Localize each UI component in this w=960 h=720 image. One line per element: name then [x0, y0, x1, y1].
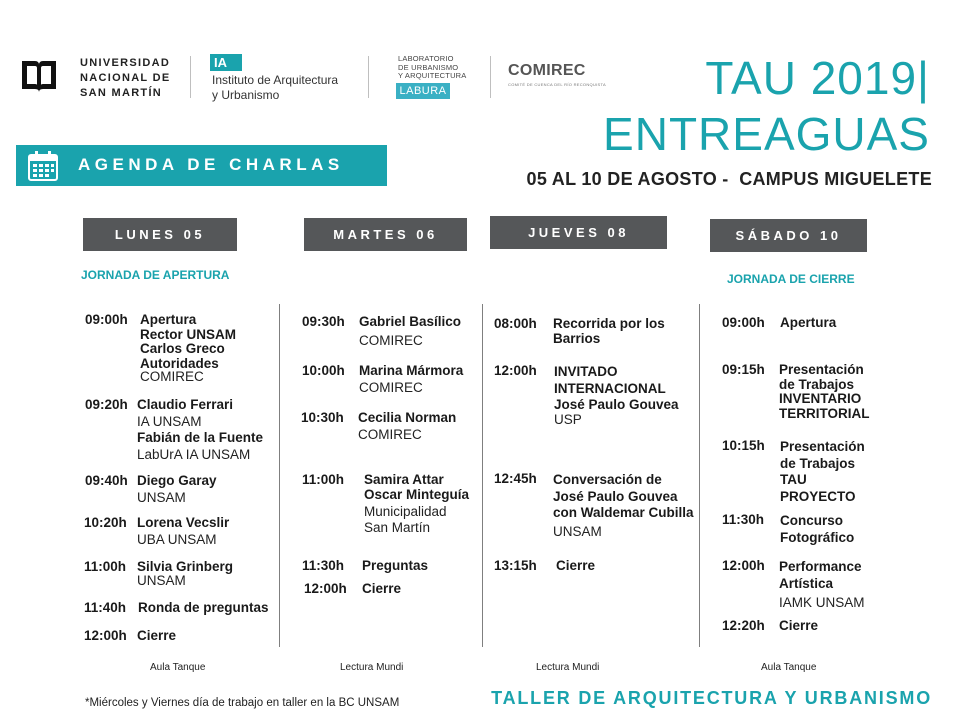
day-header-jueves: JUEVES 08	[490, 216, 667, 249]
labura-line-3: Y ARQUITECTURA	[398, 71, 467, 80]
item-time: 10:30h	[301, 410, 344, 425]
title-line-2: ENTREAGUAS	[603, 108, 930, 160]
item-org: USP	[554, 411, 582, 427]
item-org: COMIREC	[359, 332, 423, 348]
day-header-sabado: SÁBADO 10	[710, 219, 867, 252]
agenda-title: AGENDA DE CHARLAS	[78, 155, 344, 174]
item-title: Apertura Rector UNSAM Carlos Greco Autoridades	[140, 312, 237, 371]
comirec-logo-subtitle: COMITÉ DE CUENCA DEL RÍO RECONQUISTA	[508, 82, 606, 87]
calendar-icon	[28, 151, 58, 181]
logo-divider	[368, 56, 369, 98]
item-org: UNSAM	[553, 523, 602, 539]
labura-line-1: LABORATORIO	[398, 54, 454, 63]
item-org: UNSAM	[137, 489, 186, 505]
item-title: Recorrida por los Barrios	[553, 316, 665, 346]
item-time: 09:30h	[302, 314, 345, 329]
title-line-1: TAU 2019|	[705, 52, 930, 104]
item-title: Conversación de José Paulo Gouvea con Waldemar Cubilla	[553, 472, 694, 520]
item-time: 10:00h	[302, 363, 345, 378]
footer-title: TALLER DE ARQUITECTURA Y URBANISMO	[491, 688, 932, 708]
item-time: 11:00h	[302, 472, 345, 487]
venue-sabado: Aula Tanque	[761, 662, 817, 673]
item-time: 11:30h	[302, 558, 345, 573]
comirec-logo: COMIREC	[508, 62, 586, 79]
item-org: COMIREC	[359, 379, 423, 395]
item-time: 09:00h	[722, 315, 765, 330]
item-time: 09:15h	[722, 362, 765, 377]
item-time: 12:00h	[304, 581, 347, 596]
item-time: 09:20h	[85, 397, 128, 412]
agenda-banner	[16, 145, 387, 186]
labura-line-2: DE URBANISMO	[398, 62, 459, 72]
item-time: 11:00h	[84, 559, 127, 574]
item-time: 10:20h	[84, 515, 127, 530]
item-title: Samira Attar Oscar Minteguía	[364, 472, 470, 502]
item-time: 12:00h	[722, 558, 765, 573]
item-org: UNSAM	[137, 572, 186, 588]
ia-logo-badge: IA	[210, 54, 242, 71]
venue-jueves: Lectura Mundi	[536, 662, 600, 673]
day-header-martes: MARTES 06	[304, 218, 467, 251]
item-time: 12:00h	[84, 628, 127, 643]
labura-logo-badge: LABURA	[396, 83, 450, 99]
item-org: LabUrA IA UNSAM	[137, 446, 251, 462]
day-header-lunes: LUNES 05	[83, 218, 237, 251]
item-title: Cierre	[556, 558, 596, 573]
unsam-logo-text	[80, 56, 171, 101]
venue-lunes: Aula Tanque	[150, 662, 206, 673]
item-org: Municipalidad San Martín	[364, 504, 447, 535]
item-time: 08:00h	[494, 316, 537, 331]
item-title: Lorena Vecslir	[137, 515, 230, 530]
jornada-apertura: JORNADA DE APERTURA	[81, 268, 230, 282]
item-time: 10:15h	[722, 438, 765, 453]
item-title: Cierre	[779, 618, 819, 633]
item-title: Preguntas	[362, 558, 429, 573]
page-title	[603, 50, 930, 162]
logo-divider	[490, 56, 491, 98]
item-title: Silvia Grinberg	[137, 559, 234, 574]
unsam-line-1: UNIVERSIDAD	[80, 57, 171, 69]
item-time: 11:40h	[84, 600, 127, 615]
item-time: 11:30h	[722, 512, 765, 527]
item-title: INVITADO INTERNACIONAL José Paulo Gouvea	[554, 364, 679, 412]
item-title: Cierre	[137, 628, 177, 643]
venue-martes: Lectura Mundi	[340, 662, 404, 673]
item-title: Claudio Ferrari	[137, 397, 234, 412]
item-org: UBA UNSAM	[137, 531, 217, 547]
ia-line-1: Instituto de Arquitectura	[212, 73, 339, 87]
item-title: Fabián de la Fuente	[137, 430, 264, 445]
labura-logo-text	[398, 55, 467, 81]
item-title: Concurso Fotográfico	[780, 513, 855, 545]
item-title: Performance Artística	[779, 559, 862, 591]
item-time: 13:15h	[494, 558, 537, 573]
item-title: Presentación de Trabajos INVENTARIO TERRITORIAL	[779, 362, 870, 421]
jornada-cierre: JORNADA DE CIERRE	[727, 272, 855, 286]
item-title: Diego Garay	[137, 473, 217, 488]
ia-line-2: y Urbanismo	[212, 88, 280, 102]
item-title: Cecilia Norman	[358, 410, 457, 425]
item-title: Marina Mármora	[359, 363, 464, 378]
unsam-line-2: NACIONAL DE	[80, 72, 171, 84]
item-org: COMIREC	[358, 426, 422, 442]
item-org: IAMK UNSAM	[779, 595, 865, 610]
item-time: 09:00h	[85, 312, 128, 327]
item-org: IA UNSAM	[137, 413, 202, 429]
book-icon	[20, 58, 58, 92]
item-title: Cierre	[362, 581, 402, 596]
item-time: 12:45h	[494, 471, 537, 486]
ia-logo-text	[212, 73, 338, 103]
event-dates: 05 AL 10 DE AGOSTO - CAMPUS MIGUELETE	[526, 169, 932, 189]
logo-divider	[190, 56, 191, 98]
unsam-line-3: SAN MARTÍN	[80, 87, 163, 99]
item-title: Apertura	[780, 315, 837, 330]
item-org: COMIREC	[140, 369, 204, 384]
item-time: 12:20h	[722, 618, 765, 633]
item-title: Ronda de preguntas	[138, 600, 269, 615]
item-title: Gabriel Basílico	[359, 314, 462, 329]
footnote: *Miércoles y Viernes día de trabajo en taller en la BC UNSAM	[85, 697, 400, 709]
item-time: 09:40h	[85, 473, 128, 488]
column-divider	[279, 304, 280, 647]
item-time: 12:00h	[494, 363, 537, 378]
item-title: Presentación de Trabajos TAU PROYECTO	[780, 439, 865, 504]
column-divider	[699, 304, 700, 647]
